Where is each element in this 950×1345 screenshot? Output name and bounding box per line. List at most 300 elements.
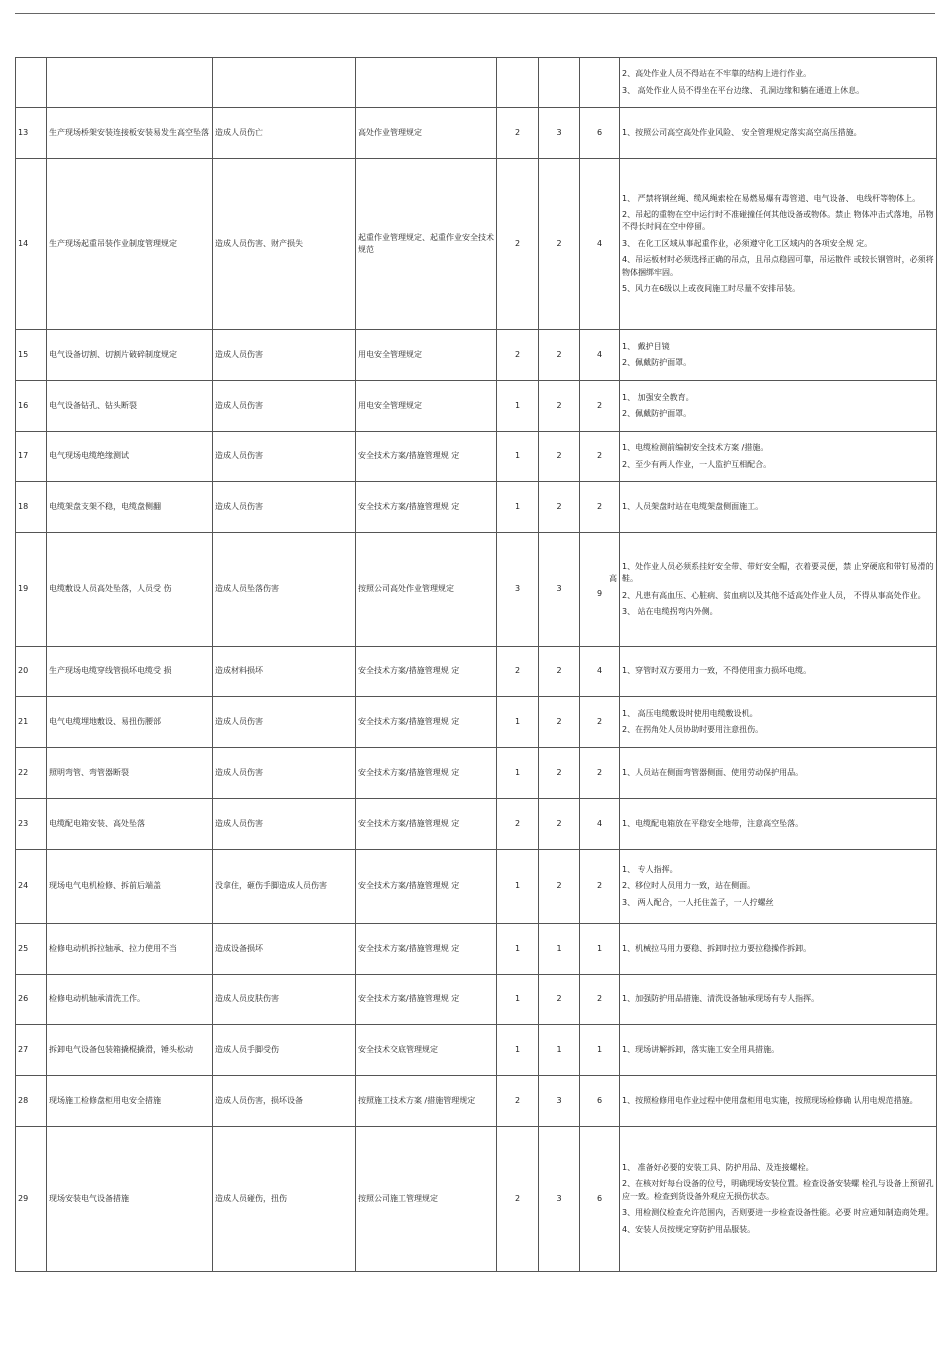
severity-value xyxy=(539,432,580,482)
risk-value xyxy=(580,482,620,533)
measure-item: 3、 高处作业人员不得坐在平台边缘、 孔洞边缘和躺在通道上休息。 xyxy=(622,85,865,95)
hazard-description xyxy=(47,647,213,697)
risk-value xyxy=(580,924,620,975)
likelihood-value xyxy=(497,1076,539,1127)
likelihood-value-text: 2 xyxy=(514,1095,521,1105)
likelihood-value xyxy=(497,647,539,697)
consequence-text: 造成材料损坏 xyxy=(215,666,263,676)
hazard-description-text: 照明弯管、弯管器断裂 xyxy=(49,767,129,777)
risk-value xyxy=(580,159,620,330)
measure-item: 1、穿管时双方要用力一致，不得使用蛮力损坏电缆。 xyxy=(622,666,812,676)
hazard-description xyxy=(47,432,213,482)
control-measures xyxy=(620,159,937,330)
row-number-text: 15 xyxy=(18,349,29,359)
likelihood-value xyxy=(497,748,539,799)
top-rule xyxy=(15,13,935,14)
control-measures xyxy=(620,1076,937,1127)
control-measures xyxy=(620,924,937,975)
table-row xyxy=(16,330,937,381)
control-measures xyxy=(620,1127,937,1272)
risk-value-text: 6 xyxy=(596,1095,603,1105)
likelihood-value xyxy=(497,381,539,432)
table-row xyxy=(16,432,937,482)
table-row xyxy=(16,1076,937,1127)
severity-value xyxy=(539,1127,580,1272)
likelihood-value-text: 1 xyxy=(514,767,521,777)
consequence xyxy=(213,1127,356,1272)
hazard-description-text: 现场施工检修盘柜用电安全措施 xyxy=(49,1095,161,1105)
control-measures xyxy=(620,432,937,482)
hazard-description xyxy=(47,482,213,533)
row-number-text: 26 xyxy=(18,994,29,1004)
row-number-text: 23 xyxy=(18,818,29,828)
table-row xyxy=(16,108,937,159)
severity-value-text: 2 xyxy=(556,400,562,410)
likelihood-value xyxy=(497,330,539,381)
row-number xyxy=(16,58,47,108)
row-number xyxy=(16,697,47,748)
control-basis xyxy=(356,647,497,697)
control-basis xyxy=(356,1025,497,1076)
hazard-description xyxy=(47,533,213,647)
control-measures xyxy=(620,697,937,748)
consequence-text: 造成人员伤害 xyxy=(215,501,263,511)
row-number xyxy=(16,381,47,432)
row-number xyxy=(16,108,47,159)
table-row xyxy=(16,381,937,432)
hazard-description-text: 检修电动机轴承清洗工作。 xyxy=(49,994,145,1004)
control-basis-text: 安全技术方案/措施管理规 定 xyxy=(358,716,460,726)
control-basis-text: 安全技术方案/措施管理规 定 xyxy=(358,881,460,891)
measure-item: 5、风力在6级以上或夜间施工时尽量不安排吊装。 xyxy=(622,283,801,293)
risk-value-text: 4 xyxy=(596,238,603,248)
consequence xyxy=(213,108,356,159)
risk-value xyxy=(580,850,620,924)
hazard-description xyxy=(47,697,213,748)
control-measures xyxy=(620,1025,937,1076)
table-row xyxy=(16,975,937,1025)
consequence xyxy=(213,159,356,330)
likelihood-value-text: 1 xyxy=(514,1044,521,1054)
control-basis xyxy=(356,1127,497,1272)
severity-value xyxy=(539,647,580,697)
measure-item: 4、吊运板材时必须选择正确的吊点，且吊点稳固可靠，吊运散件 或较长钢管时，必须将物体捆绑牢固。 xyxy=(622,255,934,277)
hazard-description-text: 电气电缆埋地敷设、易扭伤腰部 xyxy=(49,716,161,726)
hazard-description xyxy=(47,159,213,330)
likelihood-value-text: 2 xyxy=(514,127,521,137)
consequence-text: 造成人员伤害、财产损失 xyxy=(215,238,303,248)
row-number-text: 24 xyxy=(18,881,29,891)
severity-value xyxy=(539,533,580,647)
control-measures xyxy=(620,533,937,647)
control-basis-text: 按照公司高处作业管理规定 xyxy=(358,584,454,594)
measure-item: 1、加强防护用品措施、清洗设备轴承现场有专人指挥。 xyxy=(622,994,820,1004)
hazard-description-text: 电缆架盘支架不稳，电缆盘侧翻 xyxy=(49,501,161,511)
control-basis-text: 高处作业管理规定 xyxy=(358,127,422,137)
risk-value-text: 2 xyxy=(596,767,603,777)
severity-value xyxy=(539,159,580,330)
consequence-text: 造成人员伤害 xyxy=(215,400,263,410)
consequence xyxy=(213,850,356,924)
severity-value-text: 2 xyxy=(556,994,562,1004)
control-basis xyxy=(356,330,497,381)
measure-item: 2、在拐角处人员协助时要用注意扭伤。 xyxy=(622,725,764,734)
control-basis-text: 按照公司施工管理规定 xyxy=(358,1193,438,1203)
table-row xyxy=(16,748,937,799)
row-number-text: 20 xyxy=(18,666,29,676)
control-basis-text: 安全技术方案/措施管理规 定 xyxy=(358,451,460,461)
control-measures xyxy=(620,975,937,1025)
row-number xyxy=(16,1127,47,1272)
likelihood-value-text: 2 xyxy=(514,666,521,676)
measure-item: 2、凡患有高血压、心脏病、贫血病以及其他不适高处作业人员， 不得从事高处作业。 xyxy=(622,590,926,600)
likelihood-value xyxy=(497,850,539,924)
likelihood-value-text: 1 xyxy=(514,943,521,953)
likelihood-value-text: 1 xyxy=(514,716,521,726)
control-basis xyxy=(356,159,497,330)
risk-value-text: 1 xyxy=(596,1044,603,1054)
hazard-description-text: 电气现场电缆绝缘测试 xyxy=(49,451,129,461)
likelihood-value-text: 3 xyxy=(514,584,521,594)
consequence xyxy=(213,799,356,850)
control-basis xyxy=(356,748,497,799)
severity-value-text: 1 xyxy=(556,1044,562,1054)
likelihood-value-text: 1 xyxy=(514,400,521,410)
likelihood-value xyxy=(497,924,539,975)
consequence xyxy=(213,381,356,432)
severity-value-text: 2 xyxy=(556,349,562,359)
risk-value xyxy=(580,58,620,108)
consequence-text: 造成人员伤害 xyxy=(215,349,263,359)
consequence xyxy=(213,748,356,799)
consequence xyxy=(213,432,356,482)
hazard-description-text: 电缆配电箱安装、高处坠落 xyxy=(49,818,145,828)
consequence xyxy=(213,924,356,975)
hazard-description xyxy=(47,330,213,381)
likelihood-value xyxy=(497,108,539,159)
control-basis xyxy=(356,432,497,482)
risk-value-text: 2 xyxy=(596,400,603,410)
severity-value xyxy=(539,330,580,381)
measure-item: 2、吊起的重物在空中运行时不准碰撞任何其他设备或物体。禁止 物体冲击式落地，吊物不得长时间在空中停留。 xyxy=(622,210,934,232)
consequence-text: 造成人员伤害 xyxy=(215,818,263,828)
severity-value xyxy=(539,108,580,159)
control-basis-text: 安全技术方案/措施管理规 定 xyxy=(358,501,460,511)
likelihood-value-text: 2 xyxy=(514,818,521,828)
consequence xyxy=(213,482,356,533)
control-measures xyxy=(620,799,937,850)
row-number xyxy=(16,975,47,1025)
control-basis-text: 用电安全管理规定 xyxy=(358,400,422,410)
row-number xyxy=(16,432,47,482)
table-row xyxy=(16,58,937,108)
hazard-description xyxy=(47,1025,213,1076)
control-basis xyxy=(356,482,497,533)
control-basis xyxy=(356,381,497,432)
hazard-description xyxy=(47,799,213,850)
risk-value xyxy=(580,647,620,697)
severity-value xyxy=(539,482,580,533)
row-number-text: 13 xyxy=(18,127,29,137)
table-row xyxy=(16,482,937,533)
measure-item: 3、用检测仪检查允许范围内，否则要进一步检查设备性能。必要 时应通知制造商处理。 xyxy=(622,1208,934,1218)
control-basis-text: 按照施工技术方案 /措施管理规定 xyxy=(358,1095,476,1105)
measure-item: 1、 专人指挥。 xyxy=(622,864,678,874)
severity-value xyxy=(539,799,580,850)
consequence xyxy=(213,1025,356,1076)
control-measures xyxy=(620,330,937,381)
control-measures xyxy=(620,482,937,533)
measure-item: 3、 站在电缆拐弯内外侧。 xyxy=(622,606,718,616)
row-number xyxy=(16,533,47,647)
severity-value xyxy=(539,748,580,799)
measure-item: 2、高处作业人员不得站在不牢靠的结构上进行作业。 xyxy=(622,69,812,79)
control-basis-text: 安全技术方案/措施管理规 定 xyxy=(358,767,460,777)
severity-value-text: 3 xyxy=(556,1095,562,1105)
severity-value-text: 2 xyxy=(556,238,562,248)
severity-value-text: 2 xyxy=(556,501,562,511)
row-number xyxy=(16,924,47,975)
likelihood-value xyxy=(497,58,539,108)
hazard-description-text: 生产现场电缆穿线管损坏电缆受 损 xyxy=(49,666,172,676)
likelihood-value xyxy=(497,975,539,1025)
risk-value-text: 4 xyxy=(596,818,603,828)
control-basis xyxy=(356,108,497,159)
table-row xyxy=(16,799,937,850)
hazard-description-text: 拆卸电气设备包装箱撬棍撬滑，锤头松动 xyxy=(49,1044,193,1054)
row-number-text: 18 xyxy=(18,501,29,511)
likelihood-value xyxy=(497,159,539,330)
table-row xyxy=(16,159,937,330)
likelihood-value xyxy=(497,1127,539,1272)
risk-value xyxy=(580,975,620,1025)
consequence-text: 造成人员碰伤，扭伤 xyxy=(215,1193,287,1203)
row-number-text: 22 xyxy=(18,767,29,777)
control-basis-text: 安全技术方案/措施管理规 定 xyxy=(358,818,460,828)
control-measures xyxy=(620,381,937,432)
severity-value-text: 2 xyxy=(556,881,562,891)
consequence xyxy=(213,58,356,108)
risk-value xyxy=(580,748,620,799)
measure-item: 1、 严禁将钢丝绳、缆风绳索栓在易燃易爆有毒管道、电气设备、 电线杆等物体上。 xyxy=(622,193,921,203)
severity-value xyxy=(539,975,580,1025)
measure-item: 1、人员站在侧面弯管器侧面、使用劳动保护用品。 xyxy=(622,767,804,777)
consequence-text: 造成人员坠落伤害 xyxy=(215,584,279,594)
severity-value-text: 2 xyxy=(556,818,562,828)
row-number xyxy=(16,647,47,697)
risk-value-text: 2 xyxy=(596,451,603,461)
measure-item: 1、按照检修用电作业过程中使用盘柜用电实施，按照现场检修确 认用电规范措施。 xyxy=(622,1095,918,1105)
control-basis xyxy=(356,697,497,748)
row-number xyxy=(16,482,47,533)
risk-value xyxy=(580,1025,620,1076)
hazard-description-text: 生产现场起重吊装作业制度管理规定 xyxy=(49,238,177,248)
hazard-description xyxy=(47,108,213,159)
measure-item: 2、至少有两人作业，一人监护互相配合。 xyxy=(622,459,772,469)
consequence-text: 造成人员伤亡 xyxy=(215,127,263,137)
severity-value-text: 3 xyxy=(556,584,562,594)
table-row xyxy=(16,1025,937,1076)
measure-item: 1、 准备好必要的安装工具、防护用品、及连接螺栓。 xyxy=(622,1163,814,1173)
row-number-text: 14 xyxy=(18,238,29,248)
consequence-text: 造成人员皮肤伤害 xyxy=(215,994,279,1004)
likelihood-value xyxy=(497,533,539,647)
control-basis-text: 安全技术方案/措施管理规 定 xyxy=(358,666,460,676)
consequence-text: 造成人员伤害 xyxy=(215,767,263,777)
risk-value xyxy=(580,533,620,647)
risk-value xyxy=(580,799,620,850)
hazard-description xyxy=(47,58,213,108)
hazard-description-text: 电缆敷设人员高处坠落，人员受 伤 xyxy=(49,584,172,594)
measure-item: 2、移位时人员用力一致，站在侧面。 xyxy=(622,881,756,891)
measure-item: 1、 戴护目镜 xyxy=(622,341,670,351)
row-number-text: 29 xyxy=(18,1193,29,1203)
row-number-text: 16 xyxy=(18,400,29,410)
hazard-description-text: 检修电动机拆拉轴承、拉力使用不当 xyxy=(49,943,177,953)
severity-value-text: 2 xyxy=(556,666,562,676)
risk-value xyxy=(580,330,620,381)
risk-value-text: 4 xyxy=(596,349,603,359)
consequence-text: 没拿住，砸伤手脚造成人员伤害 xyxy=(215,881,327,891)
row-number-text: 19 xyxy=(18,584,29,594)
row-number-text: 25 xyxy=(18,943,29,953)
measure-item: 1、按照公司高空高处作业风险、 安全管理规定落实高空高压措施。 xyxy=(622,127,862,137)
row-number xyxy=(16,799,47,850)
measure-item: 2、在核对好每台设备的位号，明确现场安装位置。检查设备安装螺 栓孔与设备上预留孔应一致。检查到货设备外观应无损伤状态。 xyxy=(622,1179,934,1201)
consequence xyxy=(213,1076,356,1127)
measure-item: 1、电缆检测前编制安全技术方案 /措施。 xyxy=(622,443,769,453)
row-number xyxy=(16,850,47,924)
control-basis-text: 用电安全管理规定 xyxy=(358,349,422,359)
measure-item: 4、安装人员按规定穿防护用品服装。 xyxy=(622,1224,756,1234)
hazard-description-text: 电气设备钻孔、钻头断裂 xyxy=(49,400,137,410)
severity-value-text: 2 xyxy=(556,451,562,461)
row-number xyxy=(16,748,47,799)
risk-value-text: 1 xyxy=(596,943,603,953)
severity-value xyxy=(539,58,580,108)
hazard-description xyxy=(47,850,213,924)
consequence xyxy=(213,697,356,748)
consequence-text: 造成人员手脚受伤 xyxy=(215,1044,279,1054)
control-basis-text: 安全技术交底管理规定 xyxy=(358,1044,438,1054)
row-number-text: 17 xyxy=(18,451,29,461)
control-basis xyxy=(356,1076,497,1127)
likelihood-value-text: 1 xyxy=(514,451,521,461)
consequence xyxy=(213,533,356,647)
risk-value xyxy=(580,108,620,159)
severity-value xyxy=(539,924,580,975)
measure-item: 3、 两人配合，一人托住盖子，一人拧螺丝 xyxy=(622,897,774,907)
likelihood-value-text: 2 xyxy=(514,349,521,359)
control-basis-text: 起重作业管理规定、起重作业安全技术规范 xyxy=(358,232,494,254)
likelihood-value xyxy=(497,799,539,850)
risk-value xyxy=(580,697,620,748)
hazard-description-text: 生产现场桥架安装连接板安装易发生高空坠落 xyxy=(49,127,209,137)
table-row xyxy=(16,697,937,748)
risk-level-note: 高 xyxy=(609,574,617,584)
hazard-description-text: 电气设备切割、切割片破碎制度规定 xyxy=(49,349,177,359)
risk-assessment-table xyxy=(15,57,937,1272)
row-number-text: 27 xyxy=(18,1044,29,1054)
likelihood-value-text: 2 xyxy=(514,1193,521,1203)
hazard-description xyxy=(47,381,213,432)
control-basis xyxy=(356,850,497,924)
measure-item: 1、处作业人员必须系挂好安全带、带好安全帽，衣着要灵便，禁 止穿硬底和带钉易滑的鞋。 xyxy=(622,561,934,584)
severity-value xyxy=(539,1076,580,1127)
control-measures xyxy=(620,58,937,108)
control-basis xyxy=(356,799,497,850)
risk-value-text: 6 xyxy=(596,127,603,137)
hazard-description xyxy=(47,1127,213,1272)
severity-value-text: 2 xyxy=(556,716,562,726)
control-basis xyxy=(356,924,497,975)
consequence-text: 造成人员伤害 xyxy=(215,451,263,461)
risk-value xyxy=(580,1076,620,1127)
row-number-text: 28 xyxy=(18,1095,29,1105)
risk-value-text: 2 xyxy=(596,881,603,891)
severity-value-text: 1 xyxy=(556,943,562,953)
row-number xyxy=(16,1025,47,1076)
consequence-text: 造成人员伤害 xyxy=(215,716,263,726)
severity-value xyxy=(539,381,580,432)
hazard-description xyxy=(47,975,213,1025)
risk-value-text: 4 xyxy=(596,666,603,676)
consequence-text: 造成设备损坏 xyxy=(215,943,263,953)
likelihood-value xyxy=(497,432,539,482)
control-basis xyxy=(356,975,497,1025)
control-basis-text: 安全技术方案/措施管理规 定 xyxy=(358,943,460,953)
control-measures xyxy=(620,108,937,159)
likelihood-value-text: 1 xyxy=(514,501,521,511)
severity-value xyxy=(539,1025,580,1076)
risk-value xyxy=(580,1127,620,1272)
measure-item: 3、 在化工区域从事起重作业，必须遵守化工区域内的各项安全规 定。 xyxy=(622,238,873,248)
measure-item: 2、佩戴防护面罩。 xyxy=(622,409,692,418)
measure-item: 1、 加强安全教育。 xyxy=(622,392,694,402)
control-measures xyxy=(620,748,937,799)
risk-value-text: 9 xyxy=(596,588,603,598)
risk-value-text: 2 xyxy=(596,501,603,511)
risk-table-body xyxy=(16,58,937,1272)
risk-value-text: 2 xyxy=(596,716,603,726)
measure-item: 1、机械拉马用力要稳、拆卸时拉力要拉稳操作拆卸。 xyxy=(622,943,812,953)
likelihood-value xyxy=(497,697,539,748)
measure-item: 1、现场讲解拆卸，落实施工安全用具措施。 xyxy=(622,1044,780,1054)
likelihood-value-text: 1 xyxy=(514,994,521,1004)
control-basis xyxy=(356,58,497,108)
likelihood-value-text: 1 xyxy=(514,881,521,891)
likelihood-value-text: 2 xyxy=(514,238,521,248)
likelihood-value xyxy=(497,1025,539,1076)
measure-item: 1、电缆配电箱放在平稳安全地带，注意高空坠落。 xyxy=(622,818,804,828)
severity-value xyxy=(539,697,580,748)
hazard-description-text: 现场电气电机检修、拆前后端盖 xyxy=(49,881,161,891)
control-basis xyxy=(356,533,497,647)
table-row xyxy=(16,647,937,697)
risk-value-text: 2 xyxy=(596,994,603,1004)
consequence-text: 造成人员伤害，损坏设备 xyxy=(215,1095,303,1105)
control-basis-text: 安全技术方案/措施管理规 定 xyxy=(358,994,460,1004)
row-number xyxy=(16,330,47,381)
consequence xyxy=(213,647,356,697)
severity-value-text: 3 xyxy=(556,1193,562,1203)
table-row xyxy=(16,850,937,924)
risk-value xyxy=(580,381,620,432)
hazard-description-text: 现场安装电气设备措施 xyxy=(49,1193,129,1203)
row-number xyxy=(16,1076,47,1127)
severity-value-text: 2 xyxy=(556,767,562,777)
risk-value xyxy=(580,432,620,482)
